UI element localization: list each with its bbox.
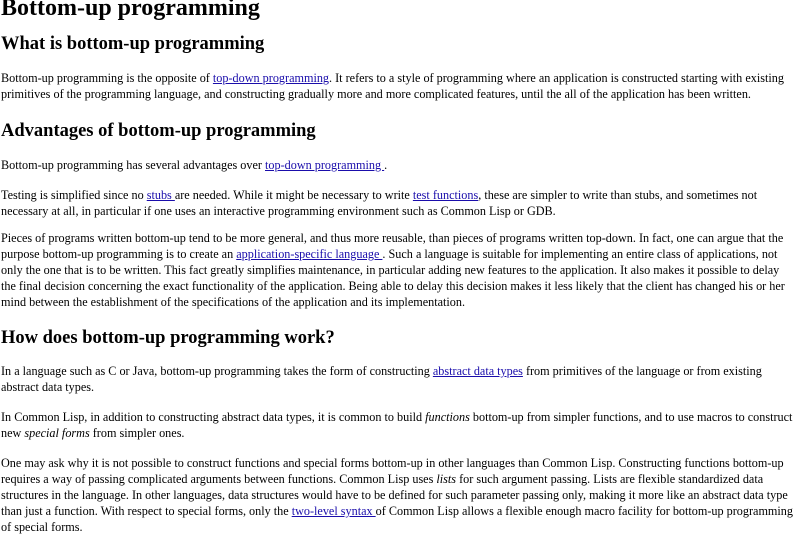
text-span: Testing is simplified since no [1,188,147,202]
emphasis-functions: functions [425,410,470,424]
text-span: In Common Lisp, in addition to constructing abstract data types, it is common to build [1,410,426,424]
paragraph-why-lisp [1,455,795,535]
text-span: bottom-up from simpler functions, and to use macros to construct new [1,410,793,440]
text-span: Bottom-up programming is the opposite of [1,71,213,85]
text-span: from simpler ones. [89,426,185,440]
two-level-syntax-link[interactable]: two-level syntax [291,504,376,518]
page-title: Bottom-up programming [1,0,260,21]
text-span: Pieces of programs written bottom-up tend to be more general, and thus more reusable, than pieces of programs written top-down. In fact, one can argue that the purpose bottom-up programming is to create an [1,231,784,261]
section-heading-advantages: Advantages of bottom-up programming [1,121,316,141]
paragraph-advantages-intro [1,157,795,173]
paragraph-testing [1,187,795,219]
paragraph-definition [1,70,795,102]
text-span: of Common Lisp allows a flexible enough macro facility for bottom-up programming of special forms. [1,504,793,534]
text-span: . Such a language is suitable for implementing an entire class of applications, not only the one that is to be written. This fact greatly simplifies maintenance, in particular adding new features to the application. It also makes it possible to delay the final decision concerning the exact functionality of the application. Being able to delay this decision makes it less likely that the client has changed his or her mind between the establishment of the specifications of the application and its implementation. [1,247,785,309]
test-functions-link[interactable]: test functions [412,188,479,202]
text-span: from primitives of the language or from existing abstract data types. [1,364,762,394]
text-span: Bottom-up programming has several advantages over [1,158,265,172]
text-span: are needed. While it might be necessary to write [174,188,413,202]
text-span: . It refers to a style of programming where an application is constructed starting with existing primitives of the programming language, and constructing gradually more and more complicated features, until the all of the application has been written. [1,71,784,101]
top-down-programming-link[interactable]: top-down programming [212,71,330,85]
paragraph-c-java [1,363,795,395]
text-span: , these are simpler to write than stubs, and sometimes not necessary at all, in particular if one uses an interactive programming environment such as Common Lisp or GDB. [1,188,758,218]
emphasis-lists: lists [436,472,457,486]
text-span: One may ask why it is not possible to construct functions and special forms bottom-up in other languages than Common Lisp. Constructing functions bottom-up requires a way of passing complicated arguments between functions. Common Lisp uses [1,456,784,486]
section-heading-what-is: What is bottom-up programming [1,34,265,54]
section-heading-how-it-works: How does bottom-up programming work? [1,328,335,348]
text-span: for such argument passing. Lists are flexible standardized data structures in the language. In other languages, data structures would have to be defined for such parameter passing only, making it more like an abstract data type than just a function. With respect to special forms, only the [1,472,788,518]
paragraph-reusability [1,230,795,310]
application-specific-language-link[interactable]: application-specific language [236,247,383,261]
emphasis-special-forms: special forms [24,426,90,440]
stubs-link[interactable]: stubs [146,188,175,202]
abstract-data-types-link[interactable]: abstract data types [432,364,523,378]
paragraph-common-lisp [1,409,795,441]
top-down-programming-link[interactable]: top-down programming [265,158,385,172]
text-span: In a language such as C or Java, bottom-up programming takes the form of constructing [1,364,433,378]
text-span: . [384,158,388,172]
